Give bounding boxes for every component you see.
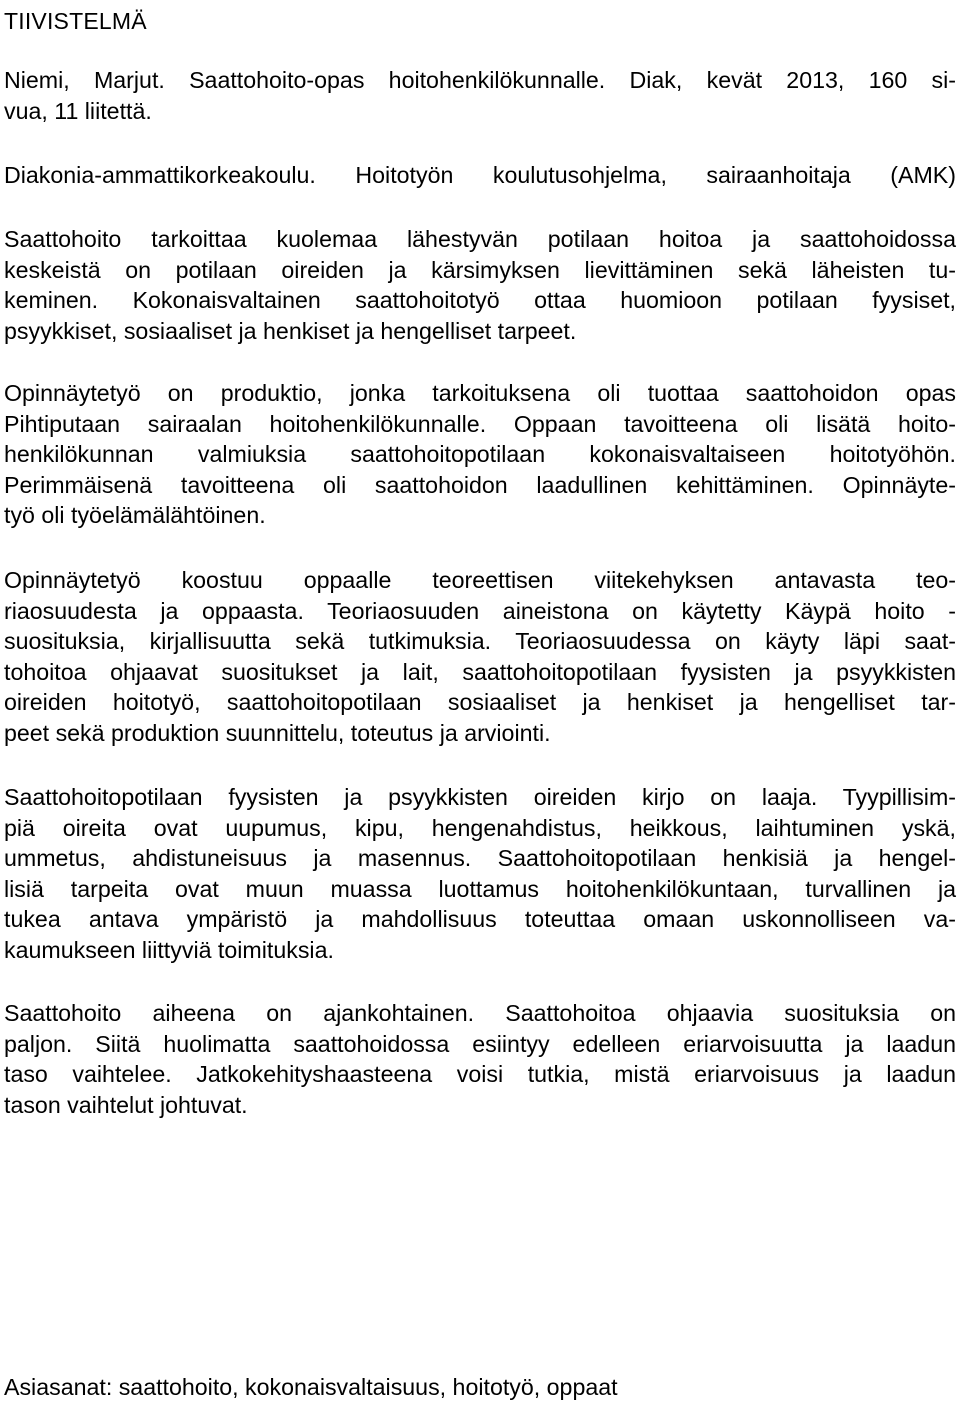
text-line: Perimmäisenä tavoitteena oli saattohoidon laadullinen kehittäminen. Opinnäyte- (4, 471, 956, 498)
abstract-paragraph-3 (4, 565, 956, 749)
abstract-paragraph-5 (4, 998, 956, 1120)
text-line: keskeistä on potilaan oireiden ja kärsimyksen lievittäminen sekä läheisten tu- (4, 256, 956, 283)
text-line: lisiä tarpeita ovat muun muassa luottamus hoitohenkilökuntaan, turvallinen ja (4, 875, 956, 902)
text-line: ummetus, ahdistuneisuus ja masennus. Saattohoitopotilaan henkisiä ja hengel- (4, 845, 956, 872)
text-line: Pihtiputaan sairaalan hoitohenkilökunnalle. Oppaan tavoitteena oli lisätä hoito- (4, 410, 956, 437)
text-line: peet sekä produktion suunnittelu, toteutus ja arviointi. (4, 719, 551, 746)
text-line: Opinnäytetyö koostuu oppaalle teoreettisen viitekehyksen antavasta teo- (4, 567, 956, 593)
text-line: keminen. Kokonaisvaltainen saattohoitotyö ottaa huomioon potilaan fyysiset, (4, 287, 956, 314)
text-line: työ oli työelämälähtöinen. (4, 502, 266, 529)
text-line: oireiden hoitotyö, saattohoitopotilaan sosiaaliset ja henkiset ja hengelliset tar- (4, 689, 956, 716)
text-line: henkilökunnan valmiuksia saattohoitopotilaan kokonaisvaltaiseen hoitotyöhön. (4, 441, 956, 468)
text-line: vua, 11 liitettä. (4, 97, 152, 124)
abstract-paragraph-2 (4, 378, 956, 531)
text-line: piä oireita ovat uupumus, kipu, hengenahdistus, heikkous, laihtuminen yskä, (4, 814, 956, 841)
text-line: tason vaihtelut johtuvat. (4, 1091, 248, 1118)
abstract-paragraph-1 (4, 224, 956, 346)
text-line: riaosuudesta ja oppaasta. Teoriaosuuden aineistona on käytetty Käypä hoito - (4, 597, 956, 624)
text-line: tukea antava ympäristö ja mahdollisuus toteuttaa omaan uskonnolliseen va- (4, 906, 956, 933)
text-line: Saattohoito aiheena on ajankohtainen. Saattohoitoa ohjaavia suosituksia on (4, 1000, 956, 1026)
abstract-heading: TIIVISTELMÄ (4, 8, 147, 34)
text-line: taso vaihtelee. Jatkokehityshaasteena voisi tutkia, mistä eriarvoisuus ja laadun (4, 1061, 956, 1088)
text-line: psyykkiset, sosiaaliset ja henkiset ja hengelliset tarpeet. (4, 317, 577, 344)
text-line: kaumukseen liittyviä toimituksia. (4, 936, 334, 963)
text-line: paljon. Siitä huolimatta saattohoidossa esiintyy edelleen eriarvoisuutta ja laadun (4, 1030, 956, 1057)
abstract-paragraph-4 (4, 782, 956, 966)
text-line: Opinnäytetyö on produktio, jonka tarkoituksena oli tuottaa saattohoidon opas (4, 380, 956, 406)
text-line: Niemi, Marjut. Saattohoito-opas hoitohenkilökunnalle. Diak, kevät 2013, 160 si- (4, 67, 956, 93)
citation-paragraph (4, 65, 956, 126)
school-paragraph (4, 160, 956, 191)
keywords-line: Asiasanat: saattohoito, kokonaisvaltaisuus, hoitotyö, oppaat (4, 1374, 618, 1400)
text-line: Saattohoitopotilaan fyysisten ja psyykkisten oireiden kirjo on laaja. Tyypillisim- (4, 784, 956, 810)
text-line: tohoitoa ohjaavat suositukset ja lait, saattohoitopotilaan fyysisten ja psyykkisten (4, 658, 956, 685)
text-line: Saattohoito tarkoittaa kuolemaa lähestyvän potilaan hoitoa ja saattohoidossa (4, 226, 956, 252)
text-line: suosituksia, kirjallisuutta sekä tutkimuksia. Teoriaosuudessa on käyty läpi saat- (4, 628, 956, 655)
text-line: Diakonia-ammattikorkeakoulu. Hoitotyön koulutusohjelma, sairaanhoitaja (AMK) (4, 162, 956, 188)
